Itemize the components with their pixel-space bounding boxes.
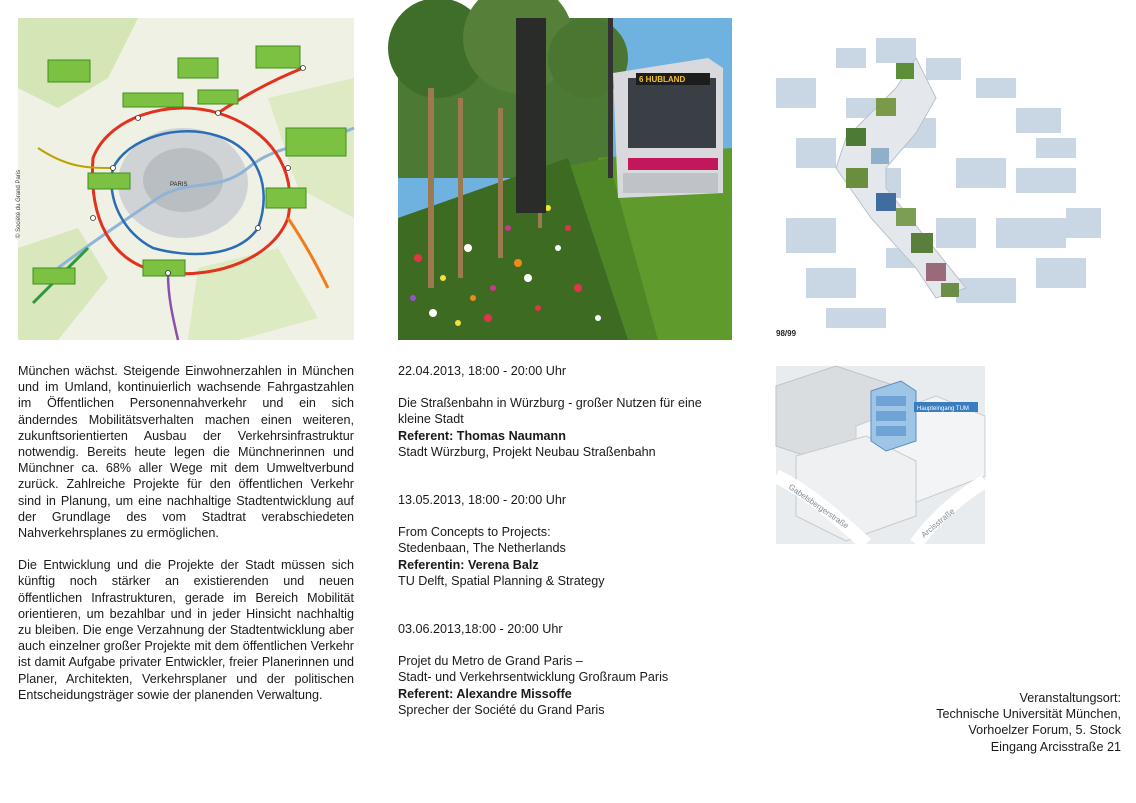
event-1 bbox=[398, 363, 743, 460]
event-list bbox=[398, 363, 743, 718]
event-3 bbox=[398, 621, 743, 718]
event-title-line-2: kleine Stadt bbox=[398, 412, 464, 427]
event-title-line-1: From Concepts to Projects: bbox=[398, 525, 551, 540]
venue-heading: Veranstaltungsort: bbox=[1019, 691, 1121, 705]
campus-graphic bbox=[776, 366, 985, 544]
campus-label-entrance: Haupteingang TUM bbox=[917, 406, 969, 412]
event-2 bbox=[398, 492, 743, 589]
venue-entrance: Eingang Arcisstraße 21 bbox=[990, 739, 1121, 754]
venue-institution: Technische Universität München, bbox=[936, 707, 1121, 722]
intro-paragraph-1: München wächst. Steigende Einwohnerzahlen in München und im Umland, kontinuierlich wachsende Fahrgastzahlen im Öffentlichen Personennahverkehr und ein sich änderndes Mobilitätsverhalten machen einen weiteren, zukunftsorientierten Ausbau der Verkehrsinfrastruktur notwendig. Bereits heute legen die Münchnerinnen und Münchner ca. 68% aller Wege mit dem Umweltverbund zurück. Zahlreiche Projekte für den öffentlichen Verkehr sind in Planung, um eine nachhaltige Stadtentwicklung auf der Grundlage des vom Stadtrat verabschiedeten Nahverkehrsplanes zu ermöglichen. bbox=[18, 364, 354, 541]
event-speaker: Referent: Alexandre Missoffe bbox=[398, 686, 572, 701]
event-date: 03.06.2013,18:00 - 20:00 Uhr bbox=[398, 622, 563, 637]
event-organization: TU Delft, Spatial Planning & Strategy bbox=[398, 573, 605, 588]
event-speaker: Referent: Thomas Naumann bbox=[398, 428, 566, 443]
map-graphic bbox=[18, 18, 354, 340]
event-title-line-2: Stedenbaan, The Netherlands bbox=[398, 541, 566, 556]
event-title-line-1: Projet du Metro de Grand Paris – bbox=[398, 654, 583, 669]
event-title-line-2: Stadt- und Verkehrsentwicklung Großraum Paris bbox=[398, 670, 669, 685]
tram-photo bbox=[398, 18, 732, 340]
campus-3d-image bbox=[776, 366, 985, 544]
campus-label-arcis: Arcisstraße bbox=[919, 506, 957, 540]
event-organization: Sprecher der Société du Grand Paris bbox=[398, 702, 605, 717]
tram-photo-graphic bbox=[398, 18, 732, 340]
city-map-graphic bbox=[776, 18, 1106, 340]
intro-paragraph-2: Die Entwicklung und die Projekte der Stadt müssen sich künftig noch stärker an existierenden und neuen öffentlichen Infrastrukturen, gerade im Bereich Mobilität orientieren, um bezahlbar und in jeder Hinsicht nachhaltig zu bleiben. Die enge Verzahnung der Stadtentwicklung aber auch einzelner großer Projekte mit dem öffentlichen Verkehr ist damit Aufgabe privater Entwickler, freier Planerinnen und Planer, Architekten, Verkehrsplaner und der politischen Entscheidungsträger sowie der planenden Verwaltung. bbox=[18, 558, 354, 702]
intro-text bbox=[18, 363, 354, 703]
event-speaker: Referentin: Verena Balz bbox=[398, 557, 539, 572]
grand-paris-map-image bbox=[18, 18, 354, 340]
campus-label-gabelsberger: Gabelsbergerstraße bbox=[786, 482, 851, 531]
event-date: 22.04.2013, 18:00 - 20:00 Uhr bbox=[398, 364, 567, 378]
event-organization: Stadt Würzburg, Projekt Neubau Straßenbahn bbox=[398, 444, 656, 459]
venue-room: Vorhoelzer Forum, 5. Stock bbox=[968, 723, 1121, 738]
city-map-caption: 98/99 bbox=[776, 329, 797, 338]
venue-info bbox=[861, 690, 1121, 755]
map-label-paris: PARIS bbox=[170, 182, 188, 188]
city-corridor-map bbox=[776, 18, 1106, 340]
event-date: 13.05.2013, 18:00 - 20:00 Uhr bbox=[398, 493, 567, 508]
tram-destination-sign: 6 HUBLAND bbox=[639, 75, 686, 84]
map-credit: © Société du Grand Paris bbox=[16, 169, 22, 238]
event-title-line-1: Die Straßenbahn in Würzburg - großer Nutzen für eine bbox=[398, 396, 702, 411]
